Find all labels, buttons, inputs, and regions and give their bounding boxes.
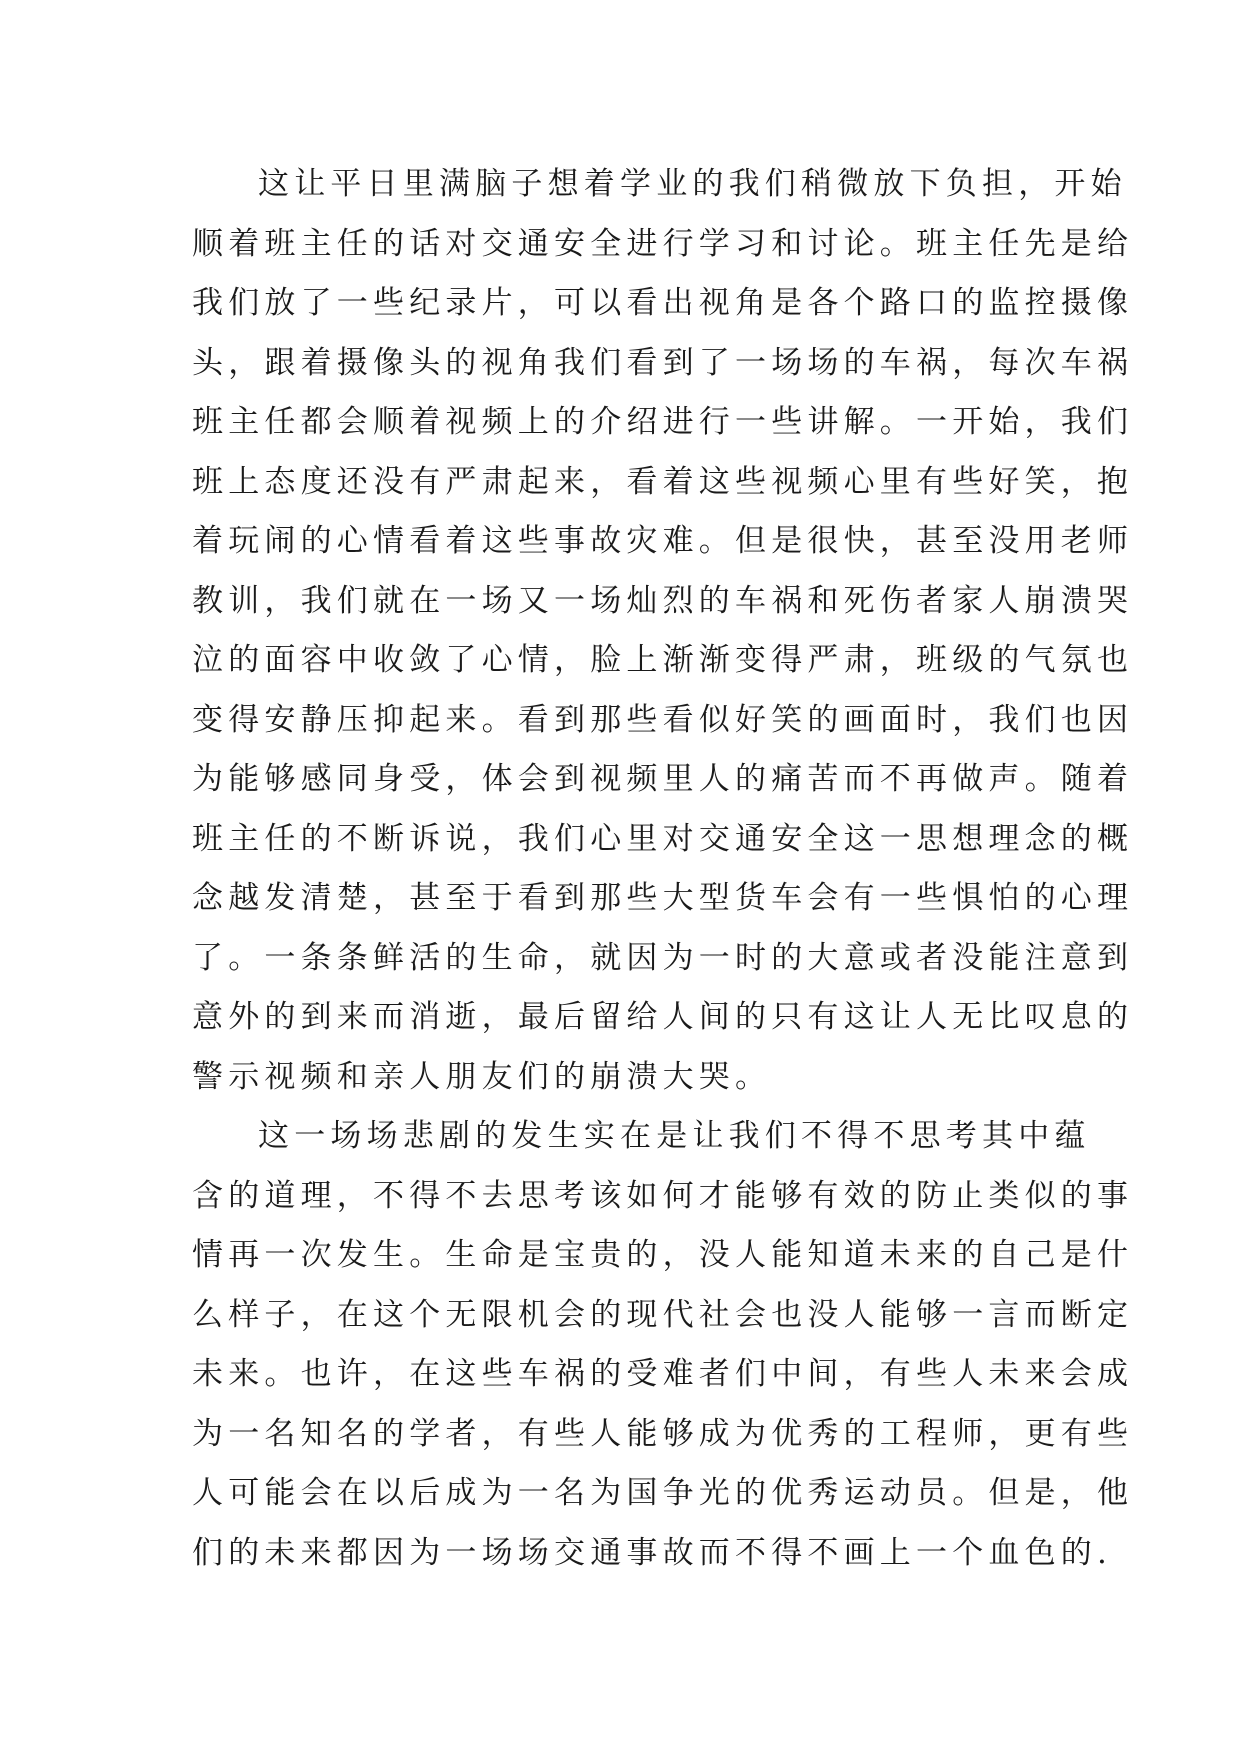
document-body bbox=[192, 155, 1134, 1583]
text-line: 为一名知名的学者，有些人能够成为优秀的工程师，更有些 bbox=[192, 1415, 1134, 1452]
text-line: 班主任都会顺着视频上的介绍进行一些讲解。一开始，我们 bbox=[192, 404, 1134, 440]
text-line: 念越发清楚，甚至于看到那些大型货车会有一些惧怕的心理 bbox=[192, 880, 1134, 916]
text-line: 警示视频和亲人朋友们的崩溃大哭。 bbox=[192, 1058, 772, 1095]
text-line: 意外的到来而消逝，最后留给人间的只有这让人无比叹息的 bbox=[192, 999, 1134, 1035]
text-line: 么样子，在这个无限机会的现代社会也没人能够一言而断定 bbox=[192, 1296, 1134, 1333]
text-line: 人可能会在以后成为一名为国争光的优秀运动员。但是，他 bbox=[192, 1475, 1134, 1511]
text-line: 变得安静压抑起来。看到那些看似好笑的画面时，我们也因 bbox=[192, 701, 1134, 738]
text-line: 头，跟着摄像头的视角我们看到了一场场的车祸，每次车祸 bbox=[192, 344, 1134, 381]
text-line: 未来。也许，在这些车祸的受难者们中间，有些人未来会成 bbox=[192, 1356, 1134, 1392]
text-line: 着玩闹的心情看着这些事故灾难。但是很快，甚至没用老师 bbox=[192, 523, 1134, 559]
text-line: 了。一条条鲜活的生命，就因为一时的大意或者没能注意到 bbox=[192, 939, 1134, 976]
text-line: 教训，我们就在一场又一场灿烈的车祸和死伤者家人崩溃哭 bbox=[192, 582, 1134, 619]
text-line: 班上态度还没有严肃起来，看着这些视频心里有些好笑，抱 bbox=[192, 463, 1134, 500]
text-line: 班主任的不断诉说，我们心里对交通安全这一思想理念的概 bbox=[192, 820, 1134, 857]
text-line: 我们放了一些纪录片，可以看出视角是各个路口的监控摄像 bbox=[192, 285, 1134, 321]
paragraph-1 bbox=[192, 155, 1134, 1107]
text-line: 情再一次发生。生命是宝贵的，没人能知道未来的自己是什 bbox=[192, 1237, 1134, 1273]
text-line: 泣的面容中收敛了心情，脸上渐渐变得严肃，班级的气氛也 bbox=[192, 642, 1134, 678]
text-line: 顺着班主任的话对交通安全进行学习和讨论。班主任先是给 bbox=[192, 225, 1134, 262]
text-line: 含的道理，不得不去思考该如何才能够有效的防止类似的事 bbox=[192, 1177, 1134, 1214]
text-line: 这一场场悲剧的发生实在是让我们不得不思考其中蕴 bbox=[258, 1118, 1091, 1154]
text-line: 这让平日里满脑子想着学业的我们稍微放下负担，开始 bbox=[258, 166, 1127, 202]
text-line: 们的未来都因为一场场交通事故而不得不画上一个血色的. bbox=[192, 1534, 1113, 1571]
paragraph-2 bbox=[192, 1107, 1134, 1583]
text-line: 为能够感同身受，体会到视频里人的痛苦而不再做声。随着 bbox=[192, 761, 1134, 797]
